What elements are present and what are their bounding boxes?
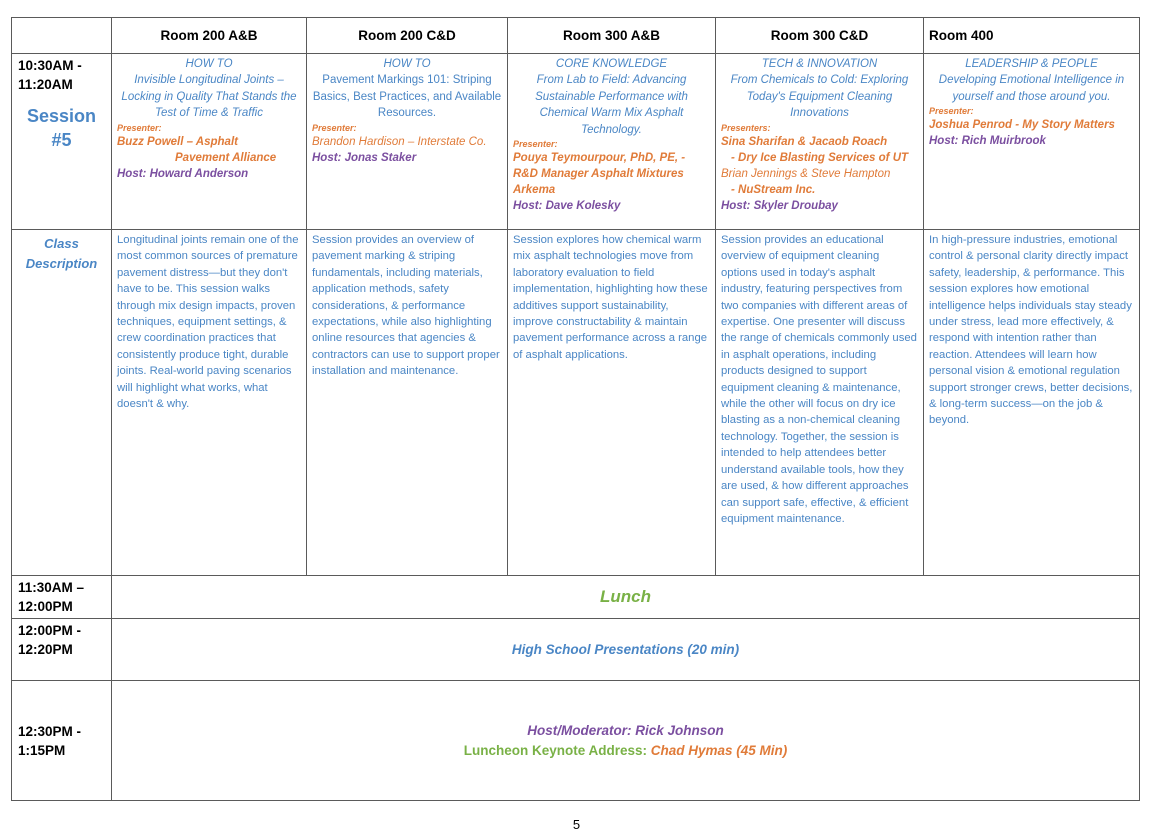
lunch-row bbox=[12, 576, 1140, 619]
presenter-name: Joshua Penrod - My Story Matters bbox=[929, 119, 1115, 131]
session-track: LEADERSHIP & PEOPLE bbox=[965, 58, 1098, 70]
schedule-table bbox=[11, 17, 1140, 801]
session-track: CORE KNOWLEDGE bbox=[555, 58, 668, 70]
room-header: Room 200 C&D bbox=[307, 18, 508, 54]
class-description: Session explores how chemical warm mix asphalt technologies move from laboratory evaluation to field implementation, highlighting how these additives support sustainability, improve constructability & maintain pavement performance across a range of asphalt applications. bbox=[508, 230, 716, 576]
presenter-name: Brian Jennings & Steve Hampton bbox=[721, 167, 891, 180]
presenter-name: Pavement Alliance bbox=[175, 151, 277, 164]
keynote-row bbox=[12, 681, 1140, 801]
description-label-cell bbox=[12, 230, 112, 576]
session-title: Pavement Markings 101: Striping Basics, Best Practices, and Available Resources. bbox=[312, 74, 502, 119]
keynote-time: 12:30PM - 1:15PM bbox=[12, 681, 112, 801]
high-school-label: High School Presentations (20 min) bbox=[112, 619, 1140, 681]
presenter-label: Presenter: bbox=[117, 122, 162, 133]
presenter-company: - NuStream Inc. bbox=[731, 183, 816, 196]
presenter-name: Sina Sharifan & Jacaob Roach bbox=[721, 135, 888, 148]
presenter-name: Brandon Hardison – Interstate Co. bbox=[312, 135, 487, 148]
session-time-cell bbox=[12, 54, 112, 230]
session-host: Host: Rich Muirbrook bbox=[929, 135, 1046, 147]
session-cell bbox=[924, 54, 1140, 230]
keynote-line bbox=[117, 741, 1134, 761]
presenter-company: - Dry Ice Blasting Services of UT bbox=[731, 151, 909, 164]
session-title: Invisible Longitudinal Joints – Locking in Quality That Stands the Test of Time & Traffic bbox=[121, 74, 297, 119]
class-description: Longitudinal joints remain one of the most common sources of premature pavement distress—but they don't have to be. This session walks through mix design impacts, proven techniques, equipment settings, & crew coordination practices that consistently produce tight, durable joints. Real-world paving scenarios will highlight what works, what doesn't & why. bbox=[112, 230, 307, 576]
session-cell bbox=[112, 54, 307, 230]
class-description: Session provides an overview of pavement marking & striping fundamentals, including materials, application methods, safety considerations, & performance expectations, while also highlighting online resources that agencies & contractors can use to support proper installation and maintenance. bbox=[307, 230, 508, 576]
session-label: Session #5 bbox=[26, 106, 97, 150]
description-row bbox=[12, 230, 1140, 576]
session-track: TECH & INNOVATION bbox=[761, 58, 878, 70]
session-track: HOW TO bbox=[383, 58, 431, 70]
high-school-time: 12:00PM - 12:20PM bbox=[12, 619, 112, 681]
room-header: Room 400 bbox=[924, 18, 1140, 54]
lunch-label: Lunch bbox=[112, 576, 1140, 619]
session-title: From Chemicals to Cold: Exploring Today's Equipment Cleaning Innovations bbox=[730, 74, 909, 119]
presenter-name: Pouya Teymourpour, PhD, PE, - R&D Manager Asphalt Mixtures Arkema bbox=[513, 152, 686, 196]
room-header: Room 200 A&B bbox=[112, 18, 307, 54]
session-host: Host: Skyler Droubay bbox=[721, 199, 838, 212]
header-row bbox=[12, 18, 1140, 54]
session-row bbox=[12, 54, 1140, 230]
room-header: Room 300 C&D bbox=[716, 18, 924, 54]
session-time: 10:30AM - 11:20AM bbox=[18, 58, 82, 92]
session-cell bbox=[508, 54, 716, 230]
presenter-label: Presenter: bbox=[312, 122, 357, 133]
session-host: Host: Dave Kolesky bbox=[513, 200, 621, 212]
presenter-name: Buzz Powell – Asphalt bbox=[117, 135, 238, 148]
keynote-host: Host/Moderator: Rick Johnson bbox=[527, 722, 724, 738]
session-host: Host: Jonas Staker bbox=[312, 151, 417, 164]
header-empty-cell bbox=[12, 18, 112, 54]
session-title: Developing Emotional Intelligence in yourself and those around you. bbox=[938, 74, 1125, 103]
session-cell bbox=[307, 54, 508, 230]
class-description: In high-pressure industries, emotional control & personal clarity directly impact safety, leadership, & performance. This session explores how emotional intelligence helps individuals stay steady under stress, lead more effectively, & respond with intention rather than reaction. Attendees will learn how personal vision & emotional regulation support stronger crews, better decisions, & long-term success—on the job & beyond. bbox=[924, 230, 1140, 576]
keynote-speaker: Chad Hymas (45 Min) bbox=[650, 742, 788, 758]
high-school-row bbox=[12, 619, 1140, 681]
presenter-label: Presenters: bbox=[721, 122, 771, 133]
lunch-time: 11:30AM – 12:00PM bbox=[12, 576, 112, 619]
session-host: Host: Howard Anderson bbox=[117, 167, 249, 180]
description-label: Class Description bbox=[25, 236, 98, 271]
session-track: HOW TO bbox=[185, 58, 233, 70]
page-number: 5 bbox=[572, 817, 581, 832]
keynote-label: Luncheon Keynote Address: bbox=[463, 742, 651, 758]
presenter-label: Presenter: bbox=[929, 106, 974, 116]
session-title: From Lab to Field: Advancing Sustainable Performance with Chemical Warm Mix Asphalt Technology. bbox=[535, 74, 688, 136]
class-description: Session provides an educational overview of equipment cleaning options used in today's asphalt industry, featuring perspectives from two companies with different areas of expertise. One presenter will discuss the range of chemicals commonly used in asphalt operations, including products designed to support equipment cleaning & maintenance, while the other will focus on dry ice blasting as a non-chemical cleaning technology. Together, the session is intended to help attendees better understand available tools, how they are used, & how different approaches can support safe, effective, & efficient equipment maintenance. bbox=[716, 230, 924, 576]
session-cell bbox=[716, 54, 924, 230]
keynote-cell bbox=[112, 681, 1140, 801]
presenter-label: Presenter: bbox=[513, 139, 558, 149]
room-header: Room 300 A&B bbox=[508, 18, 716, 54]
